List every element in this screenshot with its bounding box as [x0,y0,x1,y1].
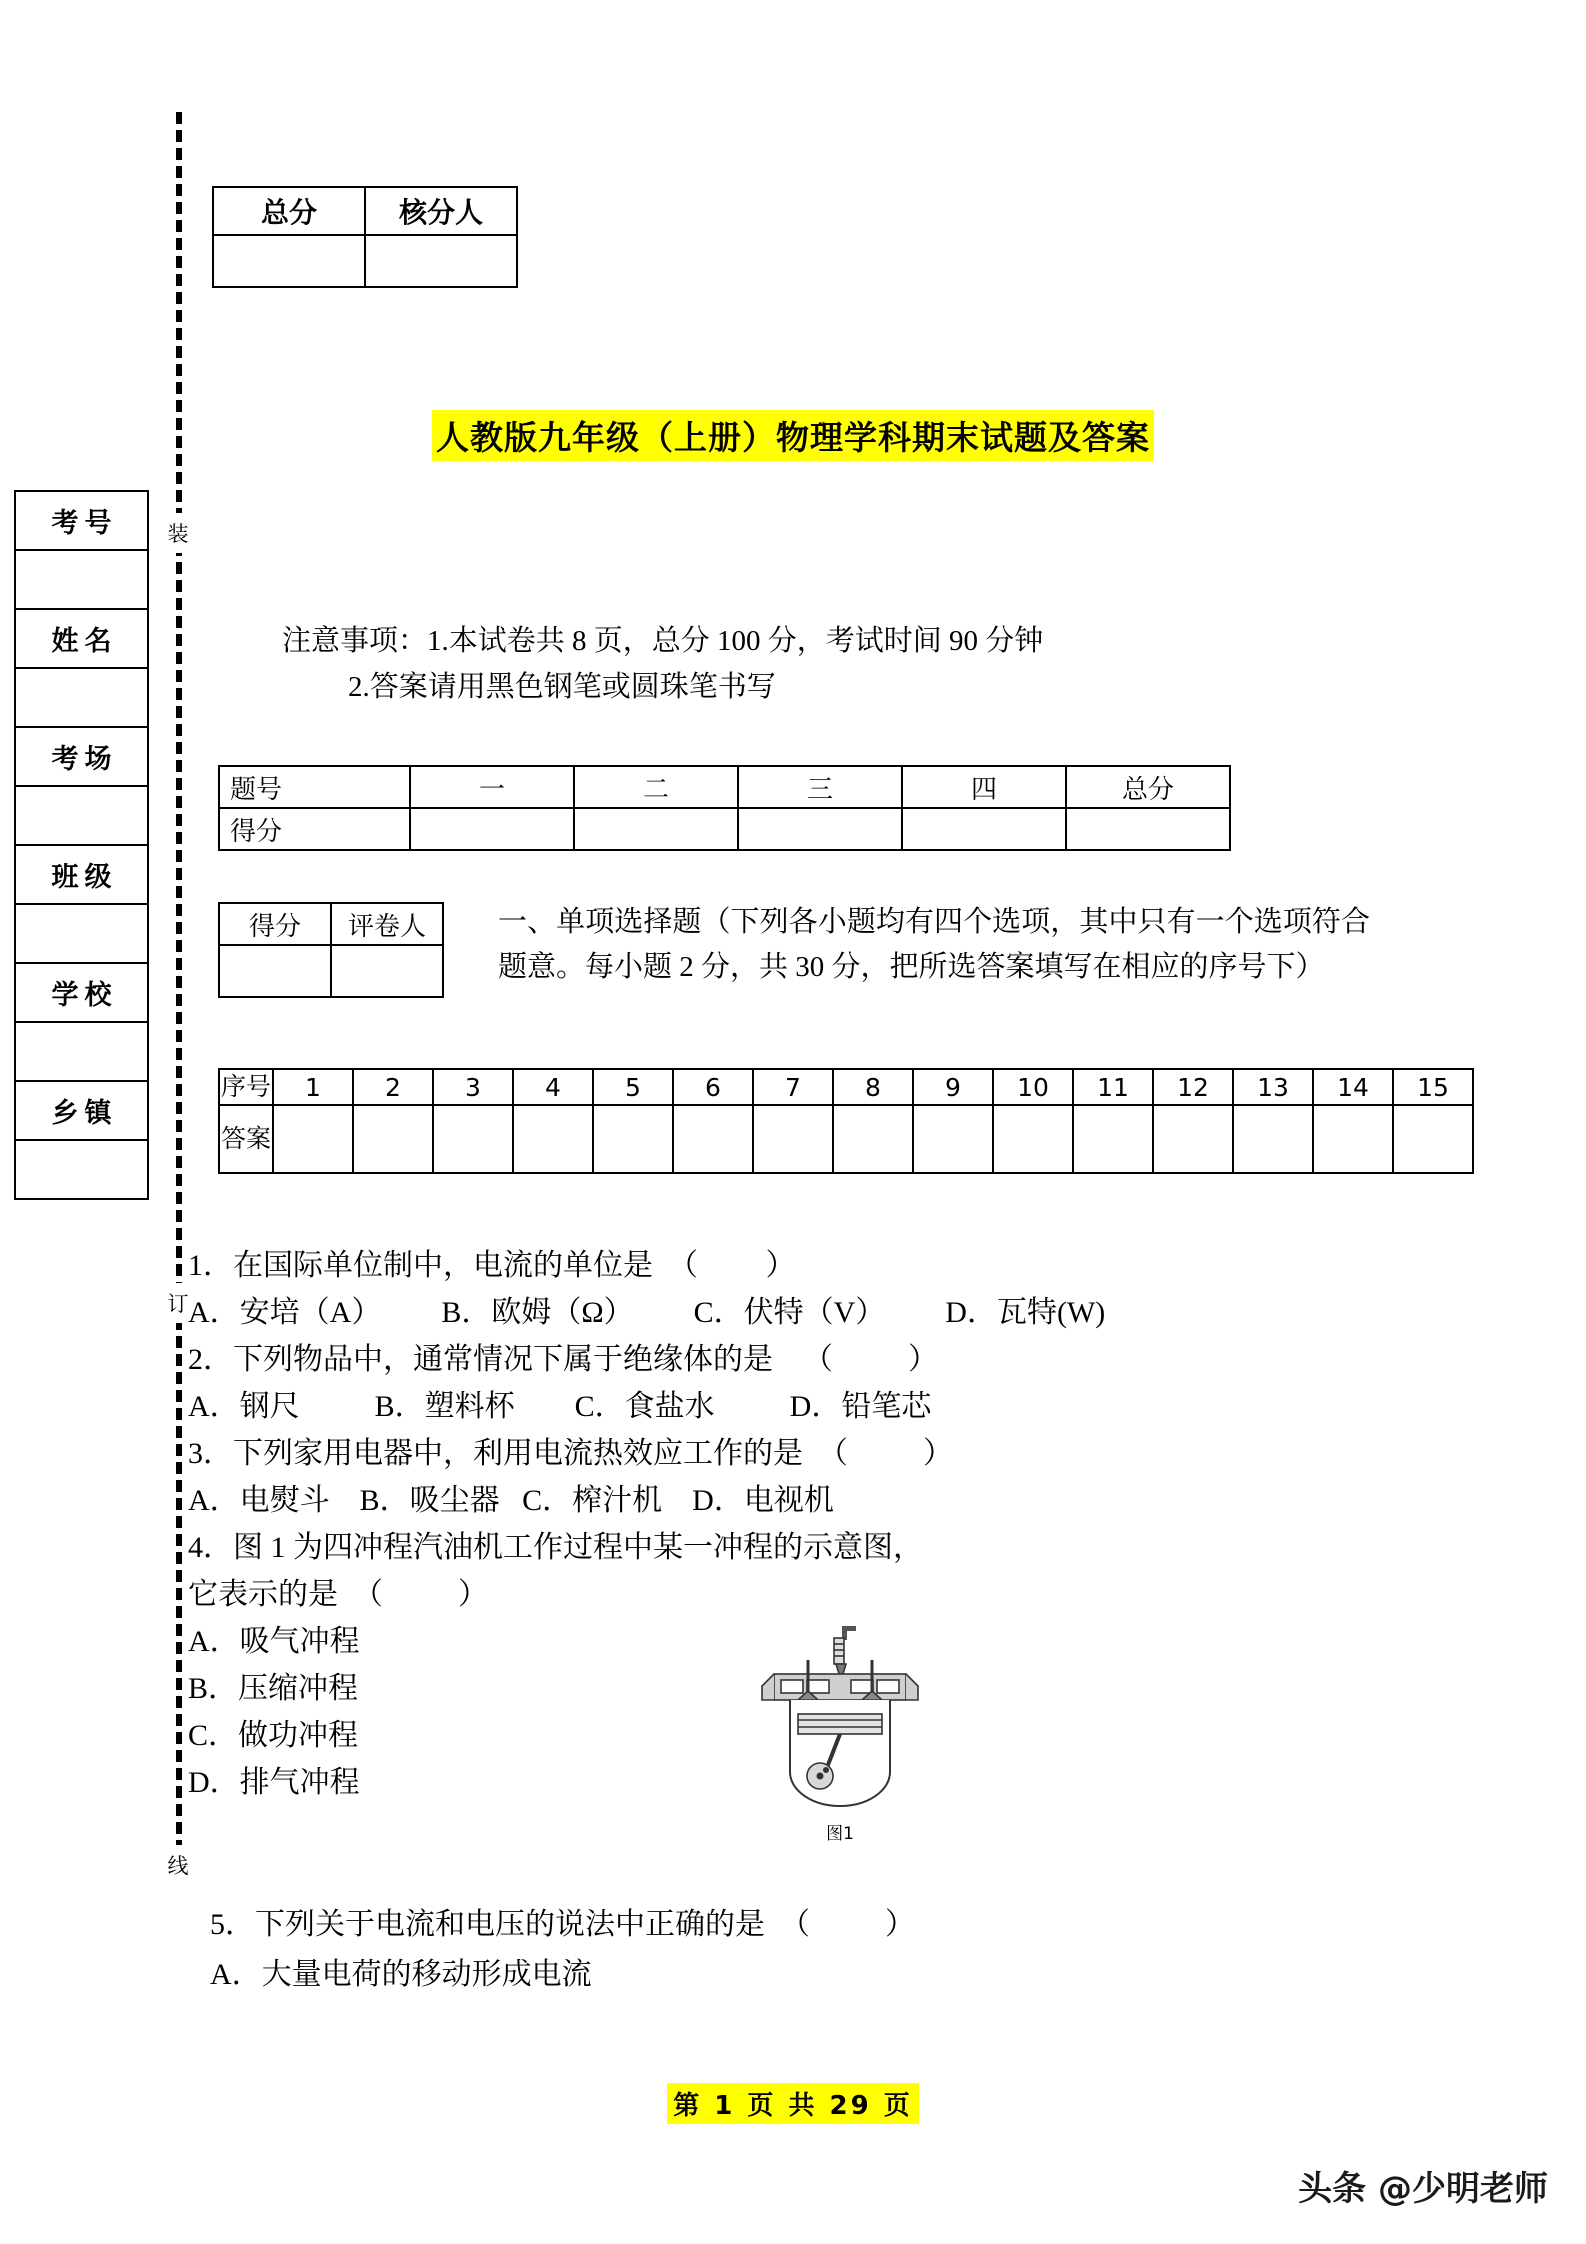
watermark-text: 头条 @少明老师 [1298,2169,1548,2209]
answer-cell-2[interactable] [353,1105,433,1173]
question-4-stem: 4．图 1 为四冲程汽油机工作过程中某一冲程的示意图， [188,1531,923,1564]
info-label-class: 班级 [16,846,147,905]
marks-col-3: 三 [738,766,902,808]
student-info-column [14,490,149,1200]
engine-cylinder-icon [750,1620,930,1810]
question-2-options: A．钢尺 B．塑料杯 C．食盐水 D．铅笔芯 [188,1390,932,1423]
info-input-name[interactable] [16,669,147,728]
answer-cell-7[interactable] [753,1105,833,1173]
marks-row-label-question-no: 题号 [219,766,410,808]
info-input-township[interactable] [16,1141,147,1200]
answer-cell-5[interactable] [593,1105,673,1173]
marks-score-3[interactable] [738,808,902,850]
marks-score-2[interactable] [574,808,738,850]
answer-grid-number-13: 13 [1233,1069,1313,1105]
answer-grid-number-2: 2 [353,1069,433,1105]
table-row [219,903,443,945]
question-list-tail [210,1900,1390,2000]
answer-grid-number-12: 12 [1153,1069,1233,1105]
grader-box-table [218,902,444,998]
seal-dashed-line [176,112,182,1852]
answer-cell-13[interactable] [1233,1105,1313,1173]
checker-header: 核分人 [365,187,517,235]
answer-cell-15[interactable] [1393,1105,1473,1173]
info-input-exam-room[interactable] [16,787,147,846]
answer-grid-number-6: 6 [673,1069,753,1105]
notice-line-2: 2.答案请用黑色钢笔或圆珠笔书写 [348,671,776,703]
question-5-stem: 5．下列关于电流和电压的说法中正确的是 （ ） [210,1908,915,1941]
answer-grid-number-14: 14 [1313,1069,1393,1105]
exam-notice [282,618,1282,710]
answer-grid-label-answer: 答案 [219,1105,273,1173]
answer-cell-4[interactable] [513,1105,593,1173]
answer-grid-number-4: 4 [513,1069,593,1105]
question-2-stem: 2．下列物品中，通常情况下属于绝缘体的是 （ ） [188,1343,938,1376]
question-1-options: A．安培（A） B．欧姆（Ω） C．伏特（V） D．瓦特(W) [188,1296,1106,1329]
section-marks-table [218,765,1231,851]
answer-grid-label-index: 序号 [219,1069,273,1105]
table-row [219,1069,1473,1105]
marks-score-4[interactable] [902,808,1066,850]
grader-name-value[interactable] [331,945,443,997]
page-footer [0,2083,1586,2124]
marks-col-4: 四 [902,766,1066,808]
marks-col-2: 二 [574,766,738,808]
table-row [213,187,517,235]
marks-score-total[interactable] [1066,808,1230,850]
answer-grid-table [218,1068,1474,1174]
answer-grid-number-15: 15 [1393,1069,1473,1105]
question-4-option-b: B．压缩冲程 [188,1672,359,1705]
table-row [213,235,517,287]
page-title [0,410,1586,461]
question-3-stem: 3．下列家用电器中，利用电流热效应工作的是 （ ） [188,1437,953,1470]
answer-grid-number-10: 10 [993,1069,1073,1105]
seal-word-ding: 订 [163,1283,193,1323]
question-4-stem-line2: 它表示的是 （ ） [188,1578,488,1611]
answer-grid-number-11: 11 [1073,1069,1153,1105]
info-input-school[interactable] [16,1023,147,1082]
grader-score-header: 得分 [219,903,331,945]
total-score-header: 总分 [213,187,365,235]
answer-cell-3[interactable] [433,1105,513,1173]
seal-word-zhuang: 装 [163,513,193,553]
answer-grid-number-9: 9 [913,1069,993,1105]
answer-grid-number-7: 7 [753,1069,833,1105]
table-row [219,766,1230,808]
question-4-option-a: A．吸气冲程 [188,1625,360,1658]
answer-cell-12[interactable] [1153,1105,1233,1173]
info-label-township: 乡镇 [16,1082,147,1141]
page-title-text: 人教版九年级（上册）物理学科期末试题及答案 [432,410,1154,461]
watermark [1298,2161,1548,2210]
total-score-table [212,186,518,288]
notice-line-1: 注意事项：1.本试卷共 8 页，总分 100 分，考试时间 90 分钟 [282,625,1044,657]
answer-grid-number-8: 8 [833,1069,913,1105]
total-score-value[interactable] [213,235,365,287]
answer-grid-number-5: 5 [593,1069,673,1105]
page-number-text: 第 1 页 共 29 页 [667,2083,919,2124]
table-row [219,808,1230,850]
info-label-school: 学校 [16,964,147,1023]
answer-cell-11[interactable] [1073,1105,1153,1173]
info-label-exam-room: 考场 [16,728,147,787]
info-input-class[interactable] [16,905,147,964]
grader-score-value[interactable] [219,945,331,997]
answer-cell-10[interactable] [993,1105,1073,1173]
table-row [219,1105,1473,1173]
marks-col-total: 总分 [1066,766,1230,808]
answer-grid-number-1: 1 [273,1069,353,1105]
marks-row-label-score: 得分 [219,808,410,850]
question-4-option-d: D．排气冲程 [188,1766,360,1799]
figure-1-caption: 图1 [826,1824,854,1844]
question-4-option-c: C．做功冲程 [188,1719,359,1752]
seal-word-xian: 线 [163,1845,193,1885]
answer-cell-9[interactable] [913,1105,993,1173]
figure-1-container [740,1620,940,1844]
question-3-options: A．电熨斗 B．吸尘器 C．榨汁机 D．电视机 [188,1484,834,1517]
question-1-stem: 1．在国际单位制中，电流的单位是 （ ） [188,1249,796,1282]
info-label-name: 姓名 [16,610,147,669]
section-1-heading: 一、单项选择题（下列各小题均有四个选项，其中只有一个选项符合题意。每小题 2 分，共 30 分，把所选答案填写在相应的序号下） [498,906,1370,983]
answer-grid-number-3: 3 [433,1069,513,1105]
info-label-exam-number: 考号 [16,492,147,551]
answer-cell-8[interactable] [833,1105,913,1173]
marks-col-1: 一 [410,766,574,808]
checker-value[interactable] [365,235,517,287]
info-input-exam-number[interactable] [16,551,147,610]
answer-cell-1[interactable] [273,1105,353,1173]
table-row [219,945,443,997]
question-5-option-a: A．大量电荷的移动形成电流 [210,1958,592,1991]
marks-score-1[interactable] [410,808,574,850]
grader-name-header: 评卷人 [331,903,443,945]
answer-cell-14[interactable] [1313,1105,1393,1173]
answer-cell-6[interactable] [673,1105,753,1173]
